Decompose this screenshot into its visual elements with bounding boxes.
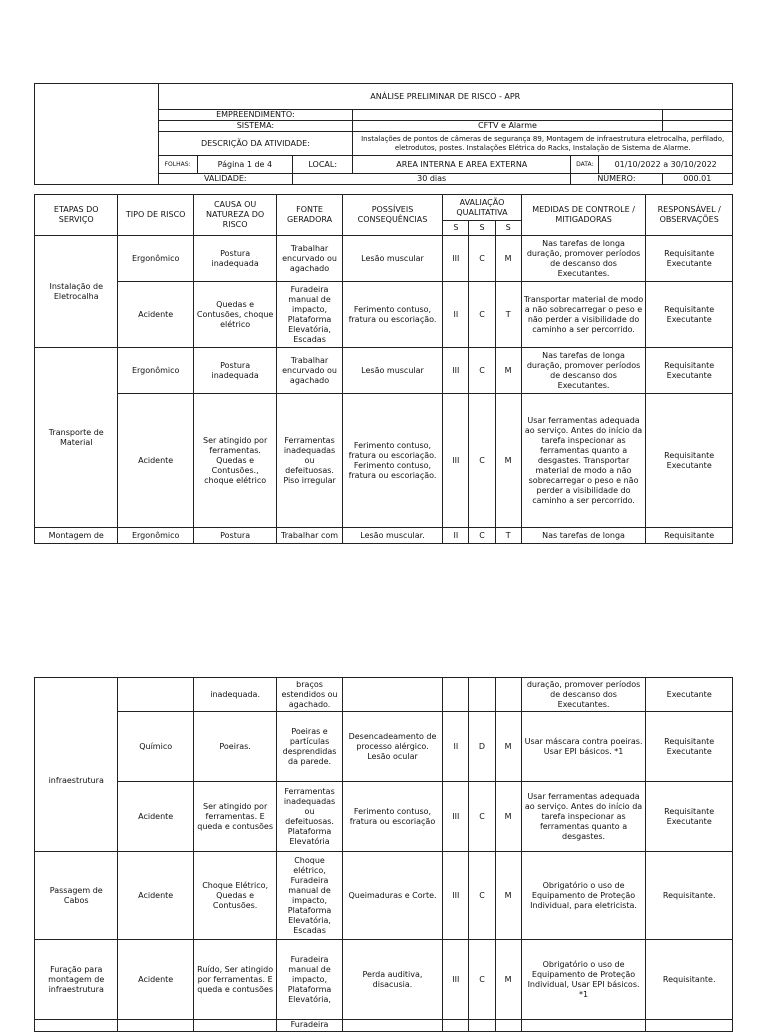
etapa-cell: Furação para montagem de infraestrutura [35,940,118,1020]
etapa-cell: infraestrutura [35,712,118,852]
consequencia-cell: Queimaduras e Corte. [342,852,443,940]
aval-s2-cell: C [469,394,495,528]
validade-value: 30 dias [293,174,571,185]
sistema-extra [662,121,732,132]
responsavel-cell: Requisitante Executante [646,348,733,394]
causa-cell: Ser atingido por ferramentas. Quedas e Contusões., choque elétrico [193,394,276,528]
folhas-value: Página 1 de 4 [197,156,292,174]
table-row [35,852,733,940]
aval-s2-cell: C [469,852,495,940]
table-row [35,1020,733,1032]
tipo-cell [118,678,193,712]
risk-table-page-2 [34,677,733,1032]
aval-s3-cell: M [495,236,521,282]
table-row [35,782,733,852]
responsavel-cell: Requisitante. [646,940,733,1020]
fonte-cell: Ferramentas inadequadas ou defeituosas. Plataforma Elevatória [277,782,342,852]
fonte-cell: braços estendidos ou agachado. [277,678,342,712]
consequencia-cell: Ferimento contuso, fratura ou escoriação [342,782,443,852]
aval-s3-cell: M [495,852,521,940]
sistema-value: CFTV e Alarme [353,121,662,132]
etapa-cell: Montagem de [35,528,118,544]
medidas-cell: Usar ferramentas adequada ao serviço. Antes do início da tarefa inspecionar as ferramentas quanto a desgastes. Transportar material de modo a não sobrecarregar o peso e não perder a visibilidade do caminho a ser percorrido. [521,394,646,528]
responsavel-cell: Requisitante Executante [646,282,733,348]
aval-s2-cell: C [469,940,495,1020]
aval-s1-cell: III [443,852,469,940]
col-avaliacao: AVALIAÇÃO QUALITATIVA [443,195,521,221]
numero-value: 000.01 [662,174,732,185]
aval-s2-cell: C [469,236,495,282]
tipo-cell: Ergonômico [118,236,193,282]
causa-cell [193,1020,276,1032]
medidas-cell: duração, promover períodos de descanso dos Executantes. [521,678,646,712]
table-row [35,348,733,394]
fonte-cell: Ferramentas inadequadas ou defeituosas. Piso irregular [277,394,342,528]
aval-s3-cell: M [495,782,521,852]
causa-cell: Postura [193,528,276,544]
consequencia-cell [342,1020,443,1032]
fonte-cell: Furadeira manual de impacto, Plataforma Elevatória, Escadas [277,282,342,348]
medidas-cell: Nas tarefas de longa duração, promover períodos de descanso dos Executantes. [521,348,646,394]
col-etapas: ETAPAS DO SERVIÇO [35,195,118,236]
fonte-cell: Furadeira [277,1020,342,1032]
tipo-cell: Acidente [118,394,193,528]
aval-s3-cell: T [495,282,521,348]
local-value: AREA INTERNA E AREA EXTERNA [353,156,571,174]
causa-cell: inadequada. [193,678,276,712]
causa-cell: Ser atingido por ferramentas. E queda e contusões [193,782,276,852]
consequencia-cell: Lesão muscular. [342,528,443,544]
aval-s1-cell [443,1020,469,1032]
table-row [35,940,733,1020]
aval-s3-cell: M [495,348,521,394]
responsavel-cell: Requisitante Executante [646,236,733,282]
logo-area [35,84,159,185]
causa-cell: Postura inadequada [193,236,276,282]
col-fonte: FONTE GERADORA [277,195,342,236]
fonte-cell: Poeiras e partículas desprendidas da parede. [277,712,342,782]
aval-s3-cell: M [495,394,521,528]
aval-s2-cell: C [469,282,495,348]
aval-s1-cell: III [443,348,469,394]
aval-s2-cell [469,678,495,712]
table-row [35,712,733,782]
empreendimento-extra [662,110,732,121]
aval-s1-cell: III [443,940,469,1020]
medidas-cell [521,1020,646,1032]
validade-label: VALIDADE: [158,174,293,185]
medidas-cell: Nas tarefas de longa [521,528,646,544]
aval-s3-cell: M [495,712,521,782]
responsavel-cell: Requisitante Executante [646,394,733,528]
descricao-label: DESCRIÇÃO DA ATIVIDADE: [158,132,353,156]
folhas-label: FOLHAS: [158,156,197,174]
responsavel-cell: Requisitante Executante [646,782,733,852]
aval-s1-cell [443,678,469,712]
responsavel-cell [646,1020,733,1032]
medidas-cell: Transportar material de modo a não sobrecarregar o peso e não perder a visibilidade do caminho a ser percorrido. [521,282,646,348]
responsavel-cell: Executante [646,678,733,712]
col-causa: CAUSA OU NATUREZA DO RISCO [193,195,276,236]
table-row [35,528,733,544]
tipo-cell: Ergonômico [118,528,193,544]
causa-cell: Postura inadequada [193,348,276,394]
causa-cell: Ruído, Ser atingido por ferramentas. E queda e contusões [193,940,276,1020]
aval-s3-cell [495,678,521,712]
risk-table-page-1 [34,194,733,544]
responsavel-cell: Requisitante. [646,852,733,940]
medidas-cell: Usar máscara contra poeiras. Usar EPI básicos. *1 [521,712,646,782]
causa-cell: Choque Elétrico, Quedas e Contusões. [193,852,276,940]
consequencia-cell: Desencadeamento de processo alérgico. Lesão ocular [342,712,443,782]
table-row [35,394,733,528]
aval-s1-cell: III [443,782,469,852]
tipo-cell: Químico [118,712,193,782]
consequencia-cell: Lesão muscular [342,236,443,282]
aval-s1-cell: II [443,528,469,544]
aval-s2-cell: C [469,782,495,852]
responsavel-cell: Requisitante [646,528,733,544]
aval-s3-cell [495,1020,521,1032]
medidas-cell: Obrigatório o uso de Equipamento de Proteção Individual, Usar EPI básicos. *1 [521,940,646,1020]
etapa-cell [35,678,118,712]
fonte-cell: Trabalhar encurvado ou agachado [277,348,342,394]
col-s2: S [469,221,495,236]
document-title: ANÁLISE PRELIMINAR DE RISCO - APR [158,84,732,110]
data-label: DATA: [571,156,599,174]
col-s3: S [495,221,521,236]
etapa-cell: Instalação de Eletrocalha [35,236,118,348]
etapa-cell: Passagem de Cabos [35,852,118,940]
consequencia-cell [342,678,443,712]
fonte-cell: Furadeira manual de impacto, Plataforma Elevatória, [277,940,342,1020]
causa-cell: Quedas e Contusões, choque elétrico [193,282,276,348]
table-row [35,678,733,712]
aval-s1-cell: II [443,282,469,348]
medidas-cell: Nas tarefas de longa duração, promover períodos de descanso dos Executantes. [521,236,646,282]
local-label: LOCAL: [293,156,353,174]
apr-header-table [34,83,733,185]
aval-s2-cell: C [469,528,495,544]
consequencia-cell: Perda auditiva, disacusia. [342,940,443,1020]
tipo-cell [118,1020,193,1032]
empreendimento-label: EMPREENDIMENTO: [158,110,353,121]
consequencia-cell: Ferimento contuso, fratura ou escoriação. Ferimento contuso, fratura ou escoriação. [342,394,443,528]
tipo-cell: Acidente [118,852,193,940]
table-row [35,282,733,348]
aval-s1-cell: II [443,712,469,782]
aval-s3-cell: M [495,940,521,1020]
numero-label: NÚMERO: [571,174,662,185]
aval-s2-cell [469,1020,495,1032]
table-row [35,236,733,282]
consequencia-cell: Ferimento contuso, fratura ou escoriação. [342,282,443,348]
tipo-cell: Acidente [118,940,193,1020]
medidas-cell: Usar ferramentas adequada ao serviço. Antes do início da tarefa inspecionar as ferramentas quanto a desgastes. [521,782,646,852]
tipo-cell: Acidente [118,782,193,852]
causa-cell: Poeiras. [193,712,276,782]
tipo-cell: Ergonômico [118,348,193,394]
aval-s3-cell: T [495,528,521,544]
descricao-value: Instalações de pontos de câmeras de segurança 89, Montagem de infraestrutura eletrocalha, perfilado, eletrodutos, postes. Instalações Elétrica do Racks, Instalação de Sistema de Alarme. [353,132,733,156]
empreendimento-value [353,110,662,121]
aval-s2-cell: D [469,712,495,782]
fonte-cell: Choque elétrico, Furadeira manual de impacto, Plataforma Elevatória, Escadas [277,852,342,940]
col-responsavel: RESPONSÁVEL / OBSERVAÇÕES [646,195,733,236]
aval-s2-cell: C [469,348,495,394]
etapa-cell: Transporte de Material [35,348,118,528]
fonte-cell: Trabalhar com [277,528,342,544]
col-tipo: TIPO DE RISCO [118,195,193,236]
medidas-cell: Obrigatório o uso de Equipamento de Proteção Individual, para eletricista. [521,852,646,940]
sistema-label: SISTEMA: [158,121,353,132]
etapa-cell [35,1020,118,1032]
tipo-cell: Acidente [118,282,193,348]
aval-s1-cell: III [443,394,469,528]
aval-s1-cell: III [443,236,469,282]
consequencia-cell: Lesão muscular [342,348,443,394]
col-medidas: MEDIDAS DE CONTROLE / MITIGADORAS [521,195,646,236]
fonte-cell: Trabalhar encurvado ou agachado [277,236,342,282]
responsavel-cell: Requisitante Executante [646,712,733,782]
data-value: 01/10/2022 a 30/10/2022 [599,156,733,174]
col-consequencias: POSSÍVEIS CONSEQUÊNCIAS [342,195,443,236]
col-s1: S [443,221,469,236]
